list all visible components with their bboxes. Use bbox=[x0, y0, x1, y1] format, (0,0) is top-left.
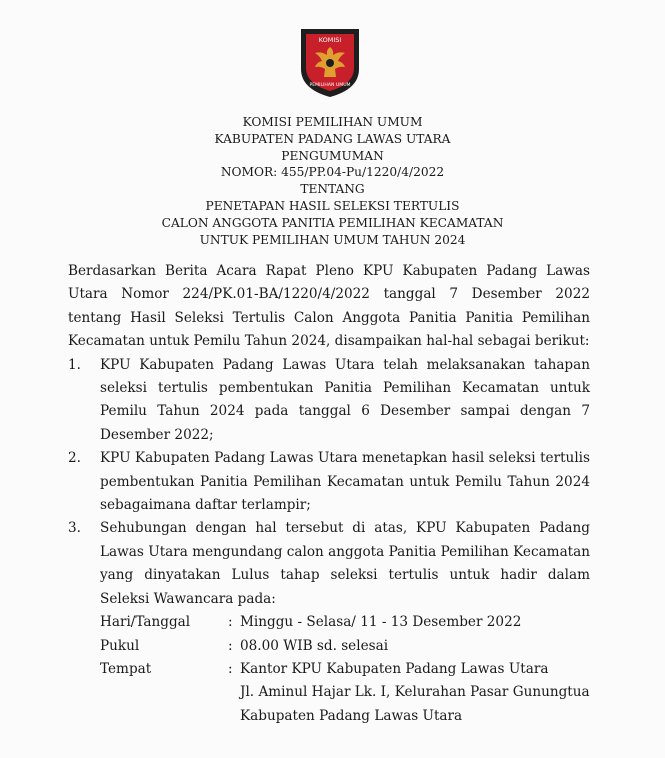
header-number: NOMOR: 455/PP.04-Pu/1220/4/2022 bbox=[220, 165, 445, 180]
schedule-value: Minggu - Selasa/ 11 - 13 Desember 2022 bbox=[240, 614, 522, 631]
header-regency: KABUPATEN PADANG LAWAS UTARA bbox=[214, 131, 451, 146]
header-doc-type: PENGUMUMAN bbox=[281, 148, 384, 163]
list-item-number: 3. bbox=[68, 520, 81, 537]
schedule-value: Kabupaten Padang Lawas Utara bbox=[240, 707, 463, 724]
list-item bbox=[68, 447, 590, 517]
schedule-value: 08.00 WIB sd. selesai bbox=[240, 637, 389, 654]
schedule-label: Tempat bbox=[100, 660, 152, 677]
list-item-number: 1. bbox=[68, 356, 81, 373]
list-item-number: 2. bbox=[68, 450, 81, 467]
list-item-text: KPU Kabupaten Padang Lawas Utara menetapkan hasil seleksi tertulis pembentukan Panitia Pemilihan Kecamatan untuk Pemilu Tahun 2024 sebagaimana daftar terlampir; bbox=[100, 450, 590, 514]
schedule-colon: : bbox=[228, 637, 233, 654]
intro-paragraph: Berdasarkan Berita Acara Rapat Pleno KPU Kabupaten Padang Lawas Utara Nomor 224/PK.01-BA/1220/4/2022 tanggal 7 Desember 2022 tentang Hasil Seleksi Tertulis Calon Anggota Panitia Panitia Pemilihan Kecamatan untuk Pemilu Tahun 2024, disampaikan hal-hal sebagai berikut: bbox=[68, 263, 590, 350]
kpu-emblem-icon bbox=[297, 23, 363, 99]
schedule-row-date bbox=[100, 611, 590, 634]
schedule-label: Pukul bbox=[100, 637, 140, 654]
schedule-row-place bbox=[100, 658, 590, 681]
announcement-header bbox=[0, 114, 665, 248]
logo-bottom-text: PEMILIHAN UMUM bbox=[309, 83, 351, 88]
list-item-text: KPU Kabupaten Padang Lawas Utara telah melaksanakan tahapan seleksi tertulis pembentukan Panitia Pemilihan Kecamatan untuk Pemilu Tahun 2024 pada tanggal 6 Desember sampai dengan 7 Desember 2022; bbox=[100, 356, 590, 443]
list-item bbox=[68, 354, 590, 448]
schedule-row-place-cont bbox=[228, 681, 590, 704]
schedule-row-place-cont bbox=[228, 705, 590, 728]
interview-schedule bbox=[100, 611, 590, 728]
schedule-row-time bbox=[100, 635, 590, 658]
schedule-label: Hari/Tanggal bbox=[100, 614, 191, 631]
logo-top-text: KOMISI bbox=[318, 36, 342, 44]
schedule-value: Kantor KPU Kabupaten Padang Lawas Utara bbox=[240, 660, 549, 677]
header-subject-3: UNTUK PEMILIHAN UMUM TAHUN 2024 bbox=[199, 232, 466, 247]
header-subject-1: PENETAPAN HASIL SELEKSI TERTULIS bbox=[205, 198, 460, 213]
header-institution: KOMISI PEMILIHAN UMUM bbox=[242, 115, 423, 129]
header-about: TENTANG bbox=[300, 182, 365, 197]
list-item-text: Sehubungan dengan hal tersebut di atas, KPU Kabupaten Padang Lawas Utara mengundang calon anggota Panitia Pemilihan Kecamatan yang dinyatakan Lulus tahap seleksi tertulis untuk hadir dalam Seleksi Wawancara pada: bbox=[100, 520, 590, 607]
schedule-colon: : bbox=[228, 614, 233, 631]
schedule-value: Jl. Aminul Hajar Lk. I, Kelurahan Pasar Gunungtua bbox=[240, 684, 590, 701]
list-item bbox=[68, 517, 590, 611]
announcement-body bbox=[68, 260, 590, 728]
kpu-logo bbox=[297, 23, 363, 99]
header-subject-2: CALON ANGGOTA PANITIA PEMILIHAN KECAMATAN bbox=[161, 215, 504, 230]
schedule-colon: : bbox=[228, 660, 233, 677]
